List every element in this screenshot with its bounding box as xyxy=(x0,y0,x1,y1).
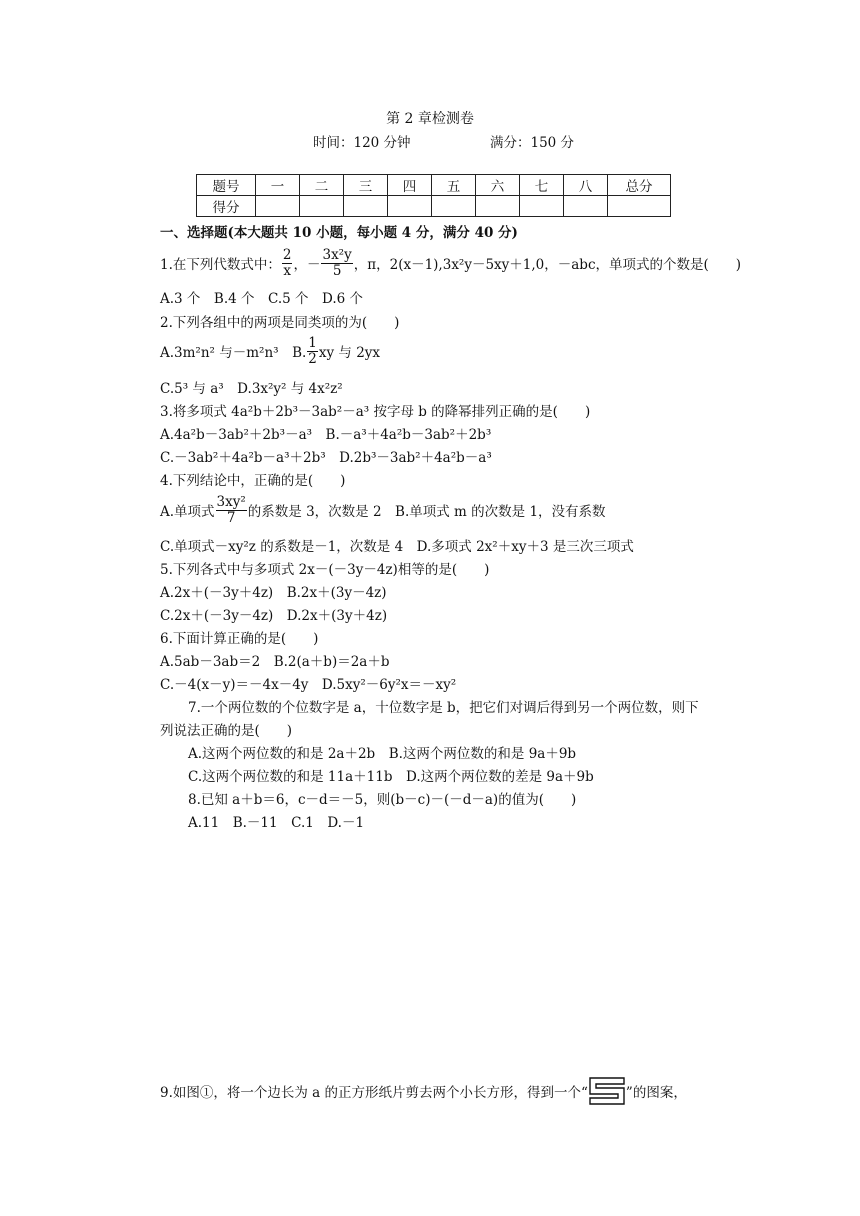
table-cell: 二 xyxy=(300,175,344,196)
numerator: 1 xyxy=(308,335,317,351)
option-a-label: A.单项式 xyxy=(160,504,215,520)
page-title: 第 2 章检测卷 xyxy=(386,111,474,127)
numerator: 2 xyxy=(282,247,292,263)
denominator: 5 xyxy=(332,263,342,279)
question-text: 1.在下列代数式中： xyxy=(160,257,281,273)
denominator: x xyxy=(283,263,291,279)
table-cell: 得分 xyxy=(197,196,256,217)
question-5-options-ab: A.2x＋(－3y＋4z) B.2x＋(3y－4z) xyxy=(160,585,387,601)
option-a: A.3m²n² 与－m²n³ xyxy=(160,345,279,361)
table-cell: 三 xyxy=(344,175,388,196)
question-3-options-ab: A.4a²b－3ab²＋2b³－a³ B.－a³＋4a²b－3ab²＋2b³ xyxy=(160,427,492,443)
question-text: ，π，2(x－1),3x²y－5xy＋1,0，－abc，单项式的个数是( ) xyxy=(353,257,742,273)
score-entry-cell[interactable] xyxy=(608,196,671,217)
score-entry-cell[interactable] xyxy=(520,196,564,217)
question-text: 9.如图①，将一个边长为 a 的正方形纸片剪去两个小长方形，得到一个“ xyxy=(160,1085,588,1101)
question-2-options-cd: C.5³ 与 a³ D.3x²y² 与 4x²z² xyxy=(160,381,343,397)
question-3-options-cd: C.－3ab²＋4a²b－a³＋2b³ D.2b³－3ab²＋4a²b－a³ xyxy=(160,450,492,466)
question-4-stem: 4.下列结论中，正确的是( ) xyxy=(160,473,346,489)
table-cell: 一 xyxy=(256,175,300,196)
time-limit: 时间：120 分钟 xyxy=(313,135,411,151)
score-entry-cell[interactable] xyxy=(256,196,300,217)
score-entry-cell[interactable] xyxy=(476,196,520,217)
denominator: 2 xyxy=(308,351,317,367)
question-5-stem: 5.下列各式中与多项式 2x－(－3y－4z)相等的是( ) xyxy=(160,562,490,578)
fraction xyxy=(321,248,352,279)
table-cell: 题号 xyxy=(197,175,256,196)
question-1-stem xyxy=(160,247,742,281)
table-cell: 总分 xyxy=(608,175,671,196)
question-6-stem: 6.下面计算正确的是( ) xyxy=(160,631,319,647)
score-entry-cell[interactable] xyxy=(300,196,344,217)
question-3-stem: 3.将多项式 4a²b＋2b³－3ab²－a³ 按字母 b 的降幂排列正确的是( ) xyxy=(160,404,591,420)
score-table xyxy=(196,174,671,217)
fraction xyxy=(282,248,293,279)
question-7-stem-cont: 列说法正确的是( ) xyxy=(160,723,293,739)
question-8-options: A.11 B.－11 C.1 D.－1 xyxy=(188,815,365,831)
question-9-stem xyxy=(160,1076,687,1111)
table-cell: 七 xyxy=(520,175,564,196)
table-cell: 八 xyxy=(564,175,608,196)
score-entry-cell[interactable] xyxy=(388,196,432,217)
question-text: ，－ xyxy=(293,257,321,273)
question-6-options-ab: A.5ab－3ab＝2 B.2(a＋b)＝2a＋b xyxy=(160,654,390,670)
section-heading: 一、选择题(本大题共 10 小题，每小题 4 分，满分 40 分) xyxy=(160,225,518,241)
table-cell: 六 xyxy=(476,175,520,196)
numerator: 3x²y xyxy=(322,247,352,263)
score-entry-cell[interactable] xyxy=(432,196,476,217)
question-7-stem: 7.一个两位数的个位数字是 a，十位数字是 b，把它们对调后得到另一个两位数，则下 xyxy=(188,700,699,716)
question-1-options: A.3 个 B.4 个 C.5 个 D.6 个 xyxy=(160,291,364,307)
table-row xyxy=(197,196,671,217)
option-b-label: B. xyxy=(292,345,307,361)
s-shape-icon xyxy=(588,1076,626,1111)
full-score: 满分：150 分 xyxy=(490,135,575,151)
question-text: ”的图案， xyxy=(625,1085,687,1101)
numerator: 3xy² xyxy=(216,494,246,510)
question-8-stem: 8.已知 a＋b＝6，c－d＝－5，则(b－c)－(－d－a)的值为( ) xyxy=(188,792,577,808)
fraction xyxy=(307,336,318,367)
question-2-stem: 2.下列各组中的两项是同类项的为( ) xyxy=(160,315,400,331)
question-4-options-ab xyxy=(160,494,606,528)
question-7-options-cd: C.这两个两位数的和是 11a＋11b D.这两个两位数的差是 9a＋9b xyxy=(188,769,594,785)
fraction xyxy=(216,495,247,526)
denominator: 7 xyxy=(226,510,236,526)
table-cell: 四 xyxy=(388,175,432,196)
score-entry-cell[interactable] xyxy=(344,196,388,217)
question-5-options-cd: C.2x＋(－3y－4z) D.2x＋(3y＋4z) xyxy=(160,608,388,624)
option-a-b: 的系数是 3，次数是 2 B.单项式 m 的次数是 1，没有系数 xyxy=(247,504,606,520)
question-4-options-cd: C.单项式－xy²z 的系数是－1，次数是 4 D.多项式 2x²＋xy＋3 是三次三项式 xyxy=(160,539,634,555)
question-7-options-ab: A.这两个两位数的和是 2a＋2b B.这两个两位数的和是 9a＋9b xyxy=(188,746,577,762)
option-b: xy 与 2yx xyxy=(318,345,381,361)
question-2-options-ab xyxy=(160,335,381,369)
question-6-options-cd: C.－4(x－y)＝－4x－4y D.5xy²－6y²x＝－xy² xyxy=(160,677,457,693)
table-row xyxy=(197,175,671,196)
table-cell: 五 xyxy=(432,175,476,196)
score-entry-cell[interactable] xyxy=(564,196,608,217)
